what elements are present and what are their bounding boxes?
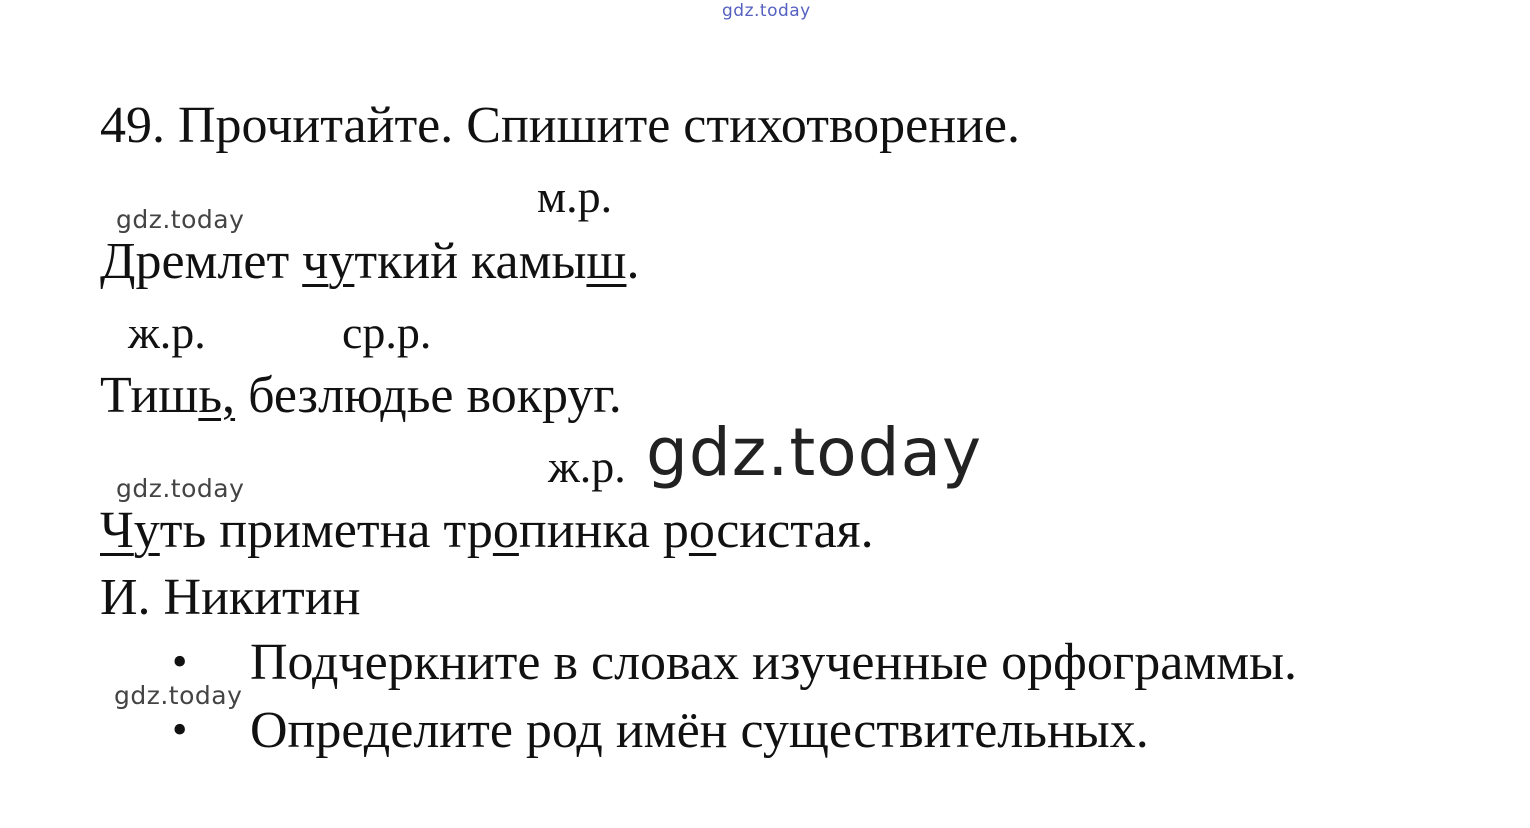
bullet-2: • (172, 705, 188, 754)
spelling-underline: о (492, 502, 519, 559)
poem-text: . (626, 233, 640, 290)
instruction-1: Подчеркните в словах изученные орфограммы. (250, 634, 1298, 691)
poem-text: ткий камы (354, 233, 587, 290)
poem-text: ть приметна тр (159, 502, 493, 559)
gender-label-feminine-2: ж.р. (548, 441, 626, 492)
poem-line-2 (100, 367, 622, 424)
spelling-underline: у (133, 502, 160, 559)
poem-text: пинка р (518, 502, 689, 559)
bullet-1: • (172, 637, 188, 686)
poem-text: систая. (716, 502, 874, 559)
watermark-small-3: gdz.today (114, 681, 243, 710)
watermark-small-1: gdz.today (116, 205, 245, 234)
task-title: 49. Прочитайте. Спишите стихотворение. (100, 97, 1020, 154)
spelling-underline: ь, (198, 367, 236, 424)
gender-label-neuter: ср.р. (342, 307, 432, 358)
poem-line-1 (100, 233, 640, 290)
spelling-underline: Ч (100, 502, 134, 559)
poem-text: Дремлет (100, 233, 303, 290)
poem-author: И. Никитин (100, 569, 361, 626)
spelling-underline: ш (586, 233, 627, 290)
poem-text: Тиш (100, 367, 199, 424)
watermark-large: gdz.today (646, 414, 983, 491)
spelling-underline: о (688, 502, 717, 559)
spelling-underline: у (328, 233, 355, 290)
gender-label-feminine: ж.р. (128, 307, 206, 358)
watermark-small-2: gdz.today (116, 474, 245, 503)
watermark-top: gdz.today (722, 1, 811, 21)
gender-label-masculine: м.р. (537, 171, 613, 222)
instruction-2: Определите род имён существительных. (250, 702, 1149, 759)
poem-line-3 (100, 502, 874, 559)
spelling-underline: ч (302, 233, 329, 290)
poem-text: безлюдье вокруг. (235, 367, 622, 424)
